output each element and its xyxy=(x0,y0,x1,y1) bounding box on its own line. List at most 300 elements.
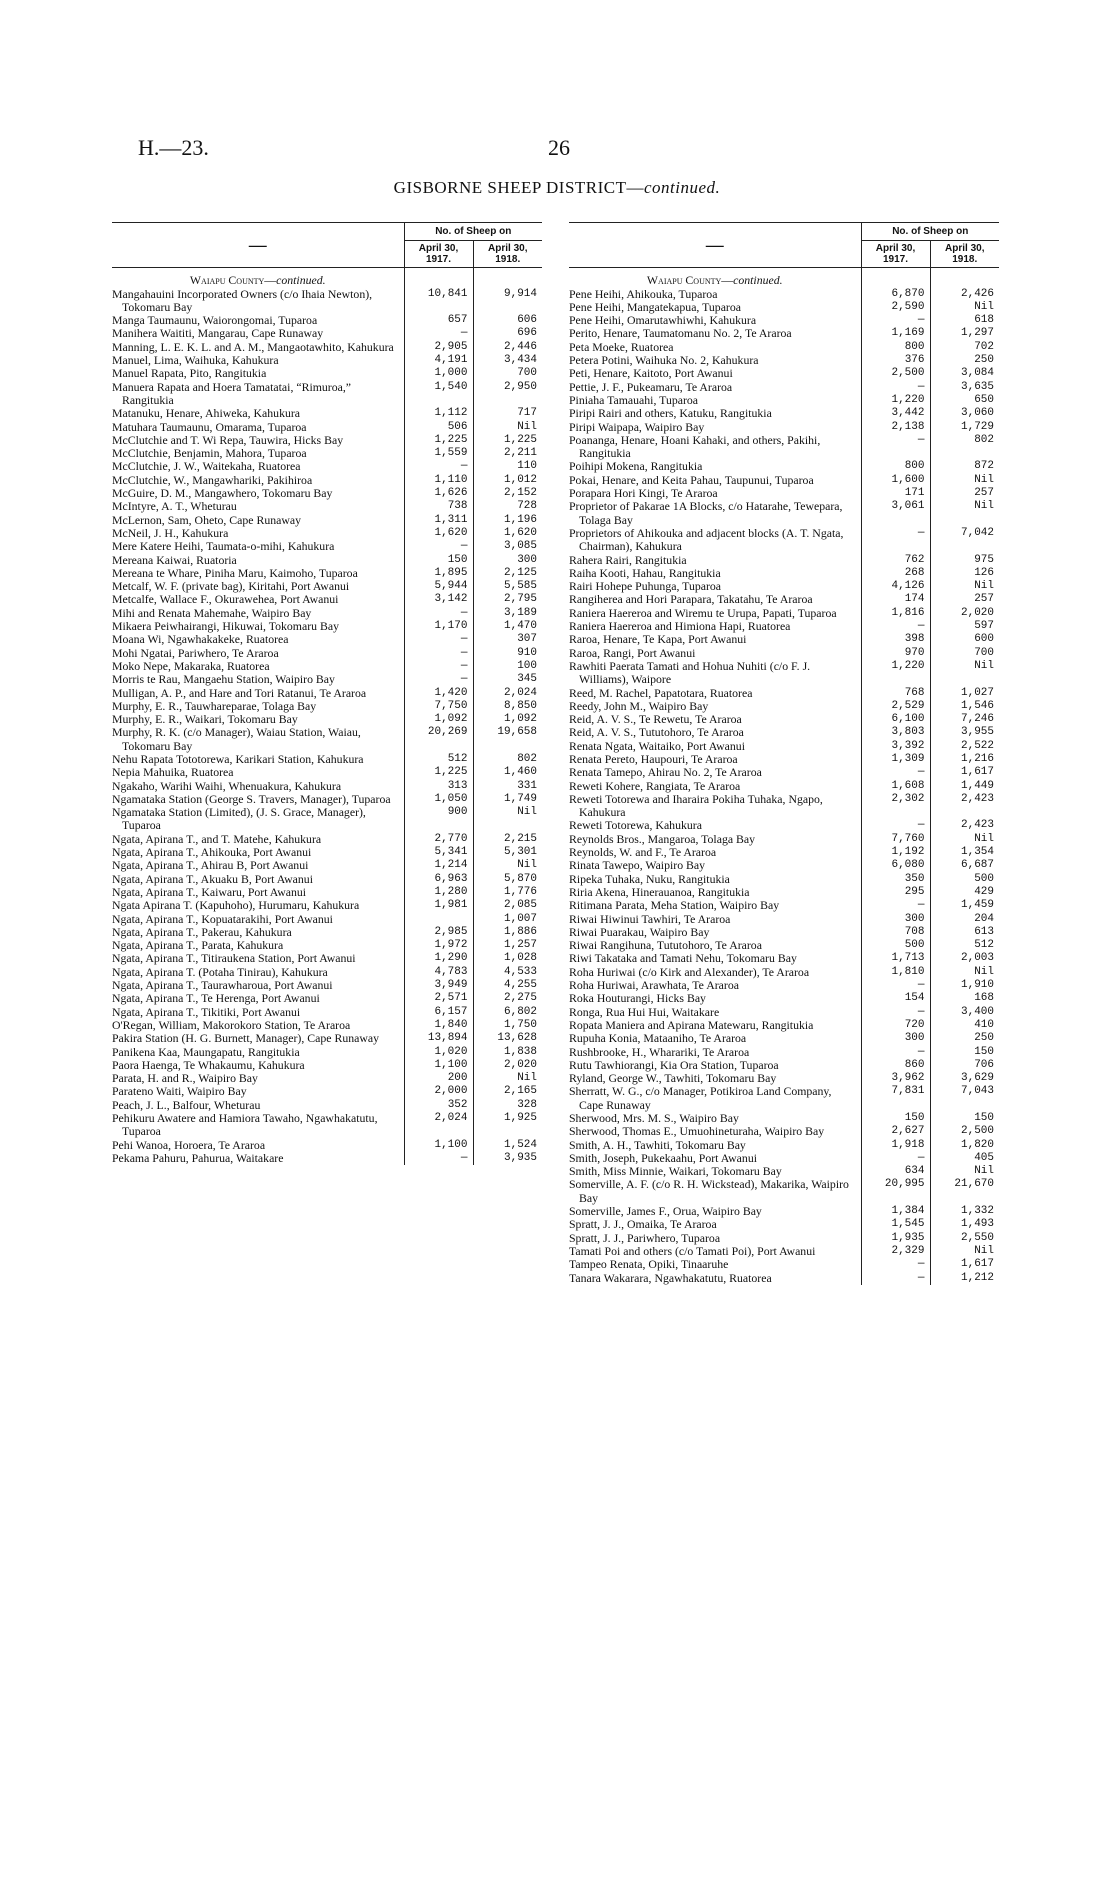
owner-cell: Proprietor of Pakarae 1A Blocks, c/o Hatarahe, Tewepara, Tolaga Bay xyxy=(569,499,843,527)
count-1918-cell: 7,043 xyxy=(930,1085,999,1112)
count-1917-cell: — xyxy=(404,673,473,686)
owner-cell: Ngata, Apirana T., Taurawharoua, Port Awanui xyxy=(112,978,333,993)
count-1917-cell: 2,905 xyxy=(404,341,473,354)
count-1918-cell: 706 xyxy=(930,1059,999,1072)
table-row xyxy=(112,846,542,859)
owner-cell: Parata, H. and R., Waipiro Bay xyxy=(112,1071,258,1086)
owner-cell: Ropata Maniera and Apirana Matewaru, Rangitukia xyxy=(569,1017,814,1032)
owner-cell: Panikena Kaa, Maungapatu, Rangitukia xyxy=(112,1044,300,1059)
count-1917-cell: 657 xyxy=(404,314,473,327)
table-row xyxy=(569,780,999,793)
table-row xyxy=(112,992,542,1005)
table-row xyxy=(569,939,999,952)
table-row xyxy=(112,487,542,500)
left-table-body xyxy=(112,268,542,1165)
count-1917-cell: 1,918 xyxy=(861,1139,930,1152)
count-1918-cell: Nil xyxy=(473,421,542,434)
count-1917-cell: 1,608 xyxy=(861,780,930,793)
count-1917-cell: 2,770 xyxy=(404,833,473,846)
count-1917-cell: 3,442 xyxy=(861,407,930,420)
count-1918-cell: 3,955 xyxy=(930,726,999,739)
count-1918-cell: 1,460 xyxy=(473,766,542,779)
owner-cell: Mereana te Whare, Piniha Maru, Kaimoho, Tuparoa xyxy=(112,565,358,580)
owner-cell: O'Regan, William, Makorokoro Station, Te Araroa xyxy=(112,1017,351,1032)
owner-cell: Rangiherea and Hori Parapara, Takatahu, Te Araroa xyxy=(569,592,813,607)
owner-cell: Pene Heihi, Omarutawhiwhi, Kahukura xyxy=(569,313,757,328)
owner-cell: Ngakaho, Warihi Waihi, Whenuakura, Kahukura xyxy=(112,778,342,793)
count-1917-cell: 352 xyxy=(404,1099,473,1112)
owner-cell: Manning, L. E. K. L. and A. M., Mangaotawhito, Kahukura xyxy=(112,339,394,354)
right-table-body xyxy=(569,268,999,1285)
count-1917-cell: 2,024 xyxy=(404,1112,473,1139)
owner-cell: Smith, Miss Minnie, Waikari, Tokomaru Bay xyxy=(569,1164,782,1179)
owner-cell: McLernon, Sam, Oheto, Cape Runaway xyxy=(112,512,302,527)
count-1917-cell: 1,214 xyxy=(404,859,473,872)
count-1917-cell: 500 xyxy=(861,939,930,952)
count-1918-cell: 1,297 xyxy=(930,327,999,340)
table-row xyxy=(569,381,999,394)
count-1917-cell: 1,092 xyxy=(404,713,473,726)
count-1917-cell: 7,831 xyxy=(861,1085,930,1112)
count-1918-cell: 975 xyxy=(930,554,999,567)
table-row xyxy=(112,939,542,952)
count-1918-cell: Nil xyxy=(473,806,542,833)
count-1917-cell: 1,981 xyxy=(404,899,473,912)
table-row xyxy=(112,1032,542,1045)
count-1917-cell: 300 xyxy=(861,913,930,926)
count-1918-cell: 512 xyxy=(930,939,999,952)
count-1918-cell: 331 xyxy=(473,780,542,793)
count-1917-cell: 860 xyxy=(861,1059,930,1072)
count-1917-cell: 5,341 xyxy=(404,846,473,859)
table-row xyxy=(112,673,542,686)
count-1918-cell: 257 xyxy=(930,593,999,606)
table-row xyxy=(569,660,999,687)
count-1918-cell: 1,886 xyxy=(473,926,542,939)
count-1917-cell: 3,803 xyxy=(861,726,930,739)
count-1918-cell: Nil xyxy=(930,966,999,979)
owner-cell: McClutchie and T. Wi Repa, Tauwira, Hicks Bay xyxy=(112,432,344,447)
owner-cell: Ngata, Apirana T., Titiraukena Station, Port Awanui xyxy=(112,951,356,966)
table-row xyxy=(112,500,542,513)
count-1917-cell: 1,192 xyxy=(861,846,930,859)
county-heading: Waiapu County—continued. xyxy=(646,273,783,288)
count-1918-cell: 3,400 xyxy=(930,1006,999,1019)
col-1917-header: April 30, 1917. xyxy=(404,241,473,268)
table-row xyxy=(112,607,542,620)
owner-cell: Metcalfe, Wallace F., Okurawehea, Port Awanui xyxy=(112,592,339,607)
count-1918-cell: 1,354 xyxy=(930,846,999,859)
title-main: GISBORNE SHEEP DISTRICT— xyxy=(393,178,645,197)
table-row xyxy=(569,913,999,926)
table-row xyxy=(112,913,542,926)
count-1918-cell: Nil xyxy=(930,301,999,314)
owner-cell: Matuhara Taumaunu, Omarama, Tuparoa xyxy=(112,419,307,434)
owner-cell: Petera Potini, Waihuka No. 2, Kahukura xyxy=(569,353,759,368)
table-row xyxy=(112,554,542,567)
owner-cell: Ngata, Apirana T., and T. Matehe, Kahukura xyxy=(112,831,322,846)
table-row xyxy=(569,952,999,965)
table-row xyxy=(112,899,542,912)
table-row xyxy=(112,407,542,420)
table-row xyxy=(569,1112,999,1125)
count-1917-cell: — xyxy=(861,1272,930,1285)
owner-cell: Pehi Wanoa, Horoera, Te Araroa xyxy=(112,1137,266,1152)
count-1917-cell: 313 xyxy=(404,780,473,793)
count-1918-cell: 2,211 xyxy=(473,447,542,460)
count-1918-cell: 2,024 xyxy=(473,687,542,700)
count-1918-cell: 2,500 xyxy=(930,1125,999,1138)
count-1918-cell: 2,003 xyxy=(930,952,999,965)
count-1918-cell: 110 xyxy=(473,460,542,473)
count-1917-cell: 3,949 xyxy=(404,979,473,992)
count-1918-cell: 2,522 xyxy=(930,740,999,753)
owner-cell: Peach, J. L., Balfour, Wheturau xyxy=(112,1097,261,1112)
count-1917-cell: 4,126 xyxy=(861,580,930,593)
owner-cell: Peta Moeke, Ruatorea xyxy=(569,339,674,354)
owner-cell: Ngata, Apirana T., Ahirau B, Port Awanui xyxy=(112,858,309,873)
owner-cell: Riria Akena, Hinerauanoa, Rangitukia xyxy=(569,884,750,899)
table-row xyxy=(569,354,999,367)
count-1917-cell: 1,309 xyxy=(861,753,930,766)
table-row xyxy=(569,288,999,301)
count-1917-cell: 5,944 xyxy=(404,580,473,593)
owner-cell: Ngata, Apirana T., Kaiwaru, Port Awanui xyxy=(112,884,307,899)
table-row xyxy=(112,713,542,726)
table-row xyxy=(569,301,999,314)
owner-cell: Tamati Poi and others (c/o Tamati Poi), Port Awanui xyxy=(569,1243,816,1258)
owner-cell: Raroa, Henare, Te Kapa, Port Awanui xyxy=(569,632,747,647)
sheep-table-right xyxy=(569,222,999,1285)
count-1917-cell: 4,783 xyxy=(404,966,473,979)
count-1918-cell: 3,084 xyxy=(930,367,999,380)
owner-cell: Ronga, Rua Hui Hui, Waitakare xyxy=(569,1004,720,1019)
owner-cell: Ngata, Apirana T., Parata, Kahukura xyxy=(112,938,284,953)
count-1917-cell: 900 xyxy=(404,806,473,833)
count-1918-cell: 702 xyxy=(930,341,999,354)
table-row xyxy=(569,1125,999,1138)
count-1918-cell: 9,914 xyxy=(473,288,542,315)
count-1917-cell: — xyxy=(404,607,473,620)
table-row xyxy=(569,1205,999,1218)
owner-cell: Ngamataka Station (George S. Travers, Manager), Tuparoa xyxy=(112,791,391,806)
count-1918-cell: 3,060 xyxy=(930,407,999,420)
count-1918-cell: Nil xyxy=(473,859,542,872)
count-1918-cell: 6,802 xyxy=(473,1006,542,1019)
owner-cell: Porapara Hori Kingi, Te Araroa xyxy=(569,486,718,501)
table-row xyxy=(569,1258,999,1271)
owner-cell: Rairi Hohepe Puhunga, Tuparoa xyxy=(569,579,722,594)
count-1918-cell: 3,434 xyxy=(473,354,542,367)
count-1918-cell: Nil xyxy=(930,1165,999,1178)
table-row xyxy=(112,567,542,580)
count-1917-cell: 350 xyxy=(861,873,930,886)
table-row xyxy=(569,341,999,354)
table-row xyxy=(569,1006,999,1019)
count-1918-cell: 1,820 xyxy=(930,1139,999,1152)
table-row xyxy=(112,354,542,367)
count-1918-cell: 1,028 xyxy=(473,952,542,965)
table-row xyxy=(112,979,542,992)
owner-cell: Ripeka Tuhaka, Nuku, Rangitukia xyxy=(569,871,730,886)
count-1917-cell: 2,138 xyxy=(861,421,930,434)
owner-cell: Proprietors of Ahikouka and adjacent blocks (A. T. Ngata, Chairman), Kahukura xyxy=(569,525,844,554)
owner-cell: Pehikuru Awatere and Hamiora Tawaho, Ngawhakatutu, Tuparoa xyxy=(112,1111,378,1139)
count-1917-cell: 3,962 xyxy=(861,1072,930,1085)
table-row xyxy=(112,514,542,527)
count-1917-cell: 6,080 xyxy=(861,859,930,872)
owner-cell: Mohi Ngatai, Pariwhero, Te Araroa xyxy=(112,645,279,660)
count-1918-cell: 250 xyxy=(930,354,999,367)
table-row xyxy=(112,421,542,434)
table-row xyxy=(112,447,542,460)
count-1917-cell: 1,020 xyxy=(404,1046,473,1059)
table-row xyxy=(112,660,542,673)
count-1918-cell: 872 xyxy=(930,460,999,473)
count-1917-cell: 1,626 xyxy=(404,487,473,500)
table-row xyxy=(569,899,999,912)
count-1917-cell: 20,269 xyxy=(404,726,473,753)
owner-cell: Ngata, Apirana T. (Potaha Tinirau), Kahukura xyxy=(112,964,328,979)
owner-cell: Ngata, Apirana T., Akuaku B, Port Awanui xyxy=(112,871,313,886)
count-1917-cell: 1,110 xyxy=(404,474,473,487)
count-1918-cell: 2,950 xyxy=(473,381,542,408)
table-row xyxy=(112,341,542,354)
owner-cell: Piripi Waipapa, Waipiro Bay xyxy=(569,419,705,434)
count-1917-cell: 174 xyxy=(861,593,930,606)
owner-cell: Manga Taumaunu, Waiorongomai, Tuparoa xyxy=(112,313,318,328)
count-1917-cell: 10,841 xyxy=(404,288,473,315)
owner-cell: Ngata, Apirana T., Te Herenga, Port Awanui xyxy=(112,991,320,1006)
count-1917-cell: 1,713 xyxy=(861,952,930,965)
count-1917-cell: 1,620 xyxy=(404,527,473,540)
owner-cell: Renata Pereto, Haupouri, Te Araroa xyxy=(569,751,738,766)
owner-cell: Reynolds, W. and F., Te Araroa xyxy=(569,845,717,860)
table-row xyxy=(569,1059,999,1072)
owner-cell: McClutchie, Benjamin, Mahora, Tuparoa xyxy=(112,446,307,461)
col-1917-header: April 30, 1917. xyxy=(861,241,930,268)
count-1918-cell: 1,332 xyxy=(930,1205,999,1218)
count-1918-cell: 2,020 xyxy=(930,607,999,620)
owner-cell: Smith, A. H., Tawhiti, Tokomaru Bay xyxy=(569,1137,746,1152)
table-row xyxy=(569,1165,999,1178)
count-1917-cell: — xyxy=(861,1152,930,1165)
count-1918-cell: 700 xyxy=(473,367,542,380)
owner-cell: Spratt, J. J., Pariwhero, Tuparoa xyxy=(569,1230,721,1245)
table-row xyxy=(112,474,542,487)
owner-cell: Poihipi Mokena, Rangitukia xyxy=(569,459,703,474)
table-row xyxy=(112,780,542,793)
count-1918-cell: 2,152 xyxy=(473,487,542,500)
owner-cell: Tampeo Renata, Opiki, Tinaaruhe xyxy=(569,1257,729,1272)
count-1917-cell: 720 xyxy=(861,1019,930,1032)
count-1918-cell: 429 xyxy=(930,886,999,899)
table-row xyxy=(112,1152,542,1165)
table-row xyxy=(112,873,542,886)
count-1918-cell: 1,493 xyxy=(930,1218,999,1231)
owner-cell: Reid, A. V. S., Tututohoro, Te Araroa xyxy=(569,725,744,740)
count-1917-cell: 376 xyxy=(861,354,930,367)
count-1918-cell: Nil xyxy=(930,500,999,527)
count-1917-cell: 2,627 xyxy=(861,1125,930,1138)
table-row xyxy=(112,1112,542,1139)
count-1918-cell: 257 xyxy=(930,487,999,500)
count-1917-cell: 3,061 xyxy=(861,500,930,527)
owner-cell: Parateno Waiti, Waipiro Bay xyxy=(112,1084,247,1099)
sheep-table-left xyxy=(112,222,542,1165)
sheep-count-header: No. of Sheep on xyxy=(861,223,999,241)
table-row xyxy=(569,1218,999,1231)
count-1918-cell: 2,165 xyxy=(473,1085,542,1098)
count-1917-cell: 2,302 xyxy=(861,793,930,820)
count-1918-cell: Nil xyxy=(930,833,999,846)
table-row xyxy=(569,593,999,606)
count-1917-cell: 6,870 xyxy=(861,288,930,301)
count-1917-cell: — xyxy=(861,899,930,912)
table-row xyxy=(112,1139,542,1152)
count-1918-cell: 1,524 xyxy=(473,1139,542,1152)
owner-cell: Ritimana Parata, Meha Station, Waipiro Bay xyxy=(569,898,780,913)
owner-cell: Sherratt, W. G., c/o Manager, Potikiroa Land Company, Cape Runaway xyxy=(569,1084,832,1112)
table-row xyxy=(569,421,999,434)
table-row xyxy=(112,687,542,700)
count-1917-cell: 800 xyxy=(861,460,930,473)
count-1917-cell: 6,157 xyxy=(404,1006,473,1019)
owner-cell: Nepia Mahuika, Ruatorea xyxy=(112,765,234,780)
count-1917-cell: 295 xyxy=(861,886,930,899)
count-1918-cell: 1,007 xyxy=(473,913,542,926)
owner-cell: Riwai Hiwinui Tawhiri, Te Araroa xyxy=(569,911,731,926)
count-1917-cell: 2,571 xyxy=(404,992,473,1005)
count-1917-cell: 1,816 xyxy=(861,607,930,620)
count-1917-cell: 1,311 xyxy=(404,514,473,527)
owner-cell: Reweti Kohere, Rangiata, Te Araroa xyxy=(569,778,741,793)
count-1917-cell: 1,600 xyxy=(861,474,930,487)
table-row xyxy=(112,1059,542,1072)
owner-cell: Ngamataka Station (Limited), (J. S. Grace, Manager), Tuparoa xyxy=(112,805,366,833)
table-row xyxy=(569,873,999,886)
col-1918-header: April 30, 1918. xyxy=(473,241,542,268)
table-row xyxy=(112,593,542,606)
count-1917-cell: 7,750 xyxy=(404,700,473,713)
table-row xyxy=(112,460,542,473)
count-1918-cell: 606 xyxy=(473,314,542,327)
table-row xyxy=(569,620,999,633)
table-row xyxy=(569,753,999,766)
count-1917-cell: 150 xyxy=(404,554,473,567)
count-1917-cell: 1,225 xyxy=(404,434,473,447)
count-1917-cell: 1,170 xyxy=(404,620,473,633)
count-1917-cell: — xyxy=(861,314,930,327)
table-row xyxy=(569,726,999,739)
owner-cell: Poananga, Henare, Hoani Kahaki, and others, Pakihi, Rangitukia xyxy=(569,432,821,461)
table-row xyxy=(112,647,542,660)
count-1917-cell: 1,100 xyxy=(404,1139,473,1152)
count-1917-cell: 1,112 xyxy=(404,407,473,420)
count-1917-cell: 1,545 xyxy=(861,1218,930,1231)
count-1918-cell: 1,225 xyxy=(473,434,542,447)
owner-cell: Raroa, Rangi, Port Awanui xyxy=(569,645,696,660)
owner-cell: McGuire, D. M., Mangawhero, Tokomaru Bay xyxy=(112,486,333,501)
count-1918-cell: 13,628 xyxy=(473,1032,542,1045)
count-1917-cell: 171 xyxy=(861,487,930,500)
count-1917-cell: 1,050 xyxy=(404,793,473,806)
count-1918-cell: 5,870 xyxy=(473,873,542,886)
count-1918-cell: 150 xyxy=(930,1112,999,1125)
count-1917-cell: 1,810 xyxy=(861,966,930,979)
count-1918-cell: 3,189 xyxy=(473,607,542,620)
owner-cell: Piniaha Tamauahi, Tuparoa xyxy=(569,392,699,407)
name-column-header: — xyxy=(569,223,861,268)
page-number: 26 xyxy=(548,135,570,160)
table-row xyxy=(569,700,999,713)
table-row xyxy=(112,886,542,899)
table-row xyxy=(112,540,542,553)
table-row xyxy=(569,846,999,859)
count-1918-cell: 1,546 xyxy=(930,700,999,713)
owner-cell: Tanara Wakarara, Ngawhakatutu, Ruatorea xyxy=(569,1270,772,1285)
owner-cell: Renata Tamepo, Ahirau No. 2, Te Araroa xyxy=(569,765,762,780)
table-row xyxy=(569,1232,999,1245)
table-row xyxy=(112,1085,542,1098)
count-1918-cell: 1,459 xyxy=(930,899,999,912)
owner-cell: Manihera Waititi, Mangarau, Cape Runaway xyxy=(112,326,324,341)
table-row xyxy=(569,580,999,593)
count-1917-cell: 762 xyxy=(861,554,930,567)
count-1917-cell: 1,220 xyxy=(861,660,930,687)
count-1918-cell: 613 xyxy=(930,926,999,939)
owner-cell: Manuel, Lima, Waihuka, Kahukura xyxy=(112,353,279,368)
table-row xyxy=(569,327,999,340)
count-1917-cell: — xyxy=(861,1046,930,1059)
owner-cell: Mere Katere Heihi, Taumata-o-mihi, Kahukura xyxy=(112,539,335,554)
owner-cell: Raniera Haereroa and Wiremu te Urupa, Papati, Tuparoa xyxy=(569,605,837,620)
document-reference: H.—23. xyxy=(138,135,209,160)
owner-cell: Pettie, J. F., Pukeamaru, Te Araroa xyxy=(569,379,733,394)
count-1918-cell: 100 xyxy=(473,660,542,673)
name-column-header: — xyxy=(112,223,404,268)
count-1917-cell: — xyxy=(861,620,930,633)
table-row xyxy=(569,1019,999,1032)
count-1918-cell: 3,085 xyxy=(473,540,542,553)
count-1918-cell: 650 xyxy=(930,394,999,407)
owner-cell: Murphy, E. R., Waikari, Tokomaru Bay xyxy=(112,712,298,727)
col-1918-header: April 30, 1918. xyxy=(930,241,999,268)
table-row xyxy=(112,726,542,753)
table-row xyxy=(569,1178,999,1205)
owner-cell: Somerville, A. F. (c/o R. H. Wickstead), Makarika, Waipiro Bay xyxy=(569,1177,849,1205)
count-1918-cell: 1,750 xyxy=(473,1019,542,1032)
owner-cell: Ngata, Apirana T., Kopuatarakihi, Port Awanui xyxy=(112,911,333,926)
count-1918-cell: 7,042 xyxy=(930,527,999,554)
table-row xyxy=(112,434,542,447)
table-row xyxy=(569,886,999,899)
count-1918-cell: 1,449 xyxy=(930,780,999,793)
owner-cell: Smith, Joseph, Pukekaahu, Port Awanui xyxy=(569,1150,757,1165)
count-1918-cell: 1,617 xyxy=(930,766,999,779)
count-1918-cell: 250 xyxy=(930,1032,999,1045)
count-1918-cell: 204 xyxy=(930,913,999,926)
count-1917-cell: 2,500 xyxy=(861,367,930,380)
table-row xyxy=(569,460,999,473)
table-row xyxy=(569,1032,999,1045)
table-row xyxy=(569,1245,999,1258)
owner-cell: Rupuha Konia, Mataaniho, Te Araroa xyxy=(569,1031,747,1046)
count-1918-cell: 600 xyxy=(930,633,999,646)
count-1917-cell: — xyxy=(404,1152,473,1165)
count-1918-cell: 1,749 xyxy=(473,793,542,806)
count-1918-cell: Nil xyxy=(930,580,999,593)
